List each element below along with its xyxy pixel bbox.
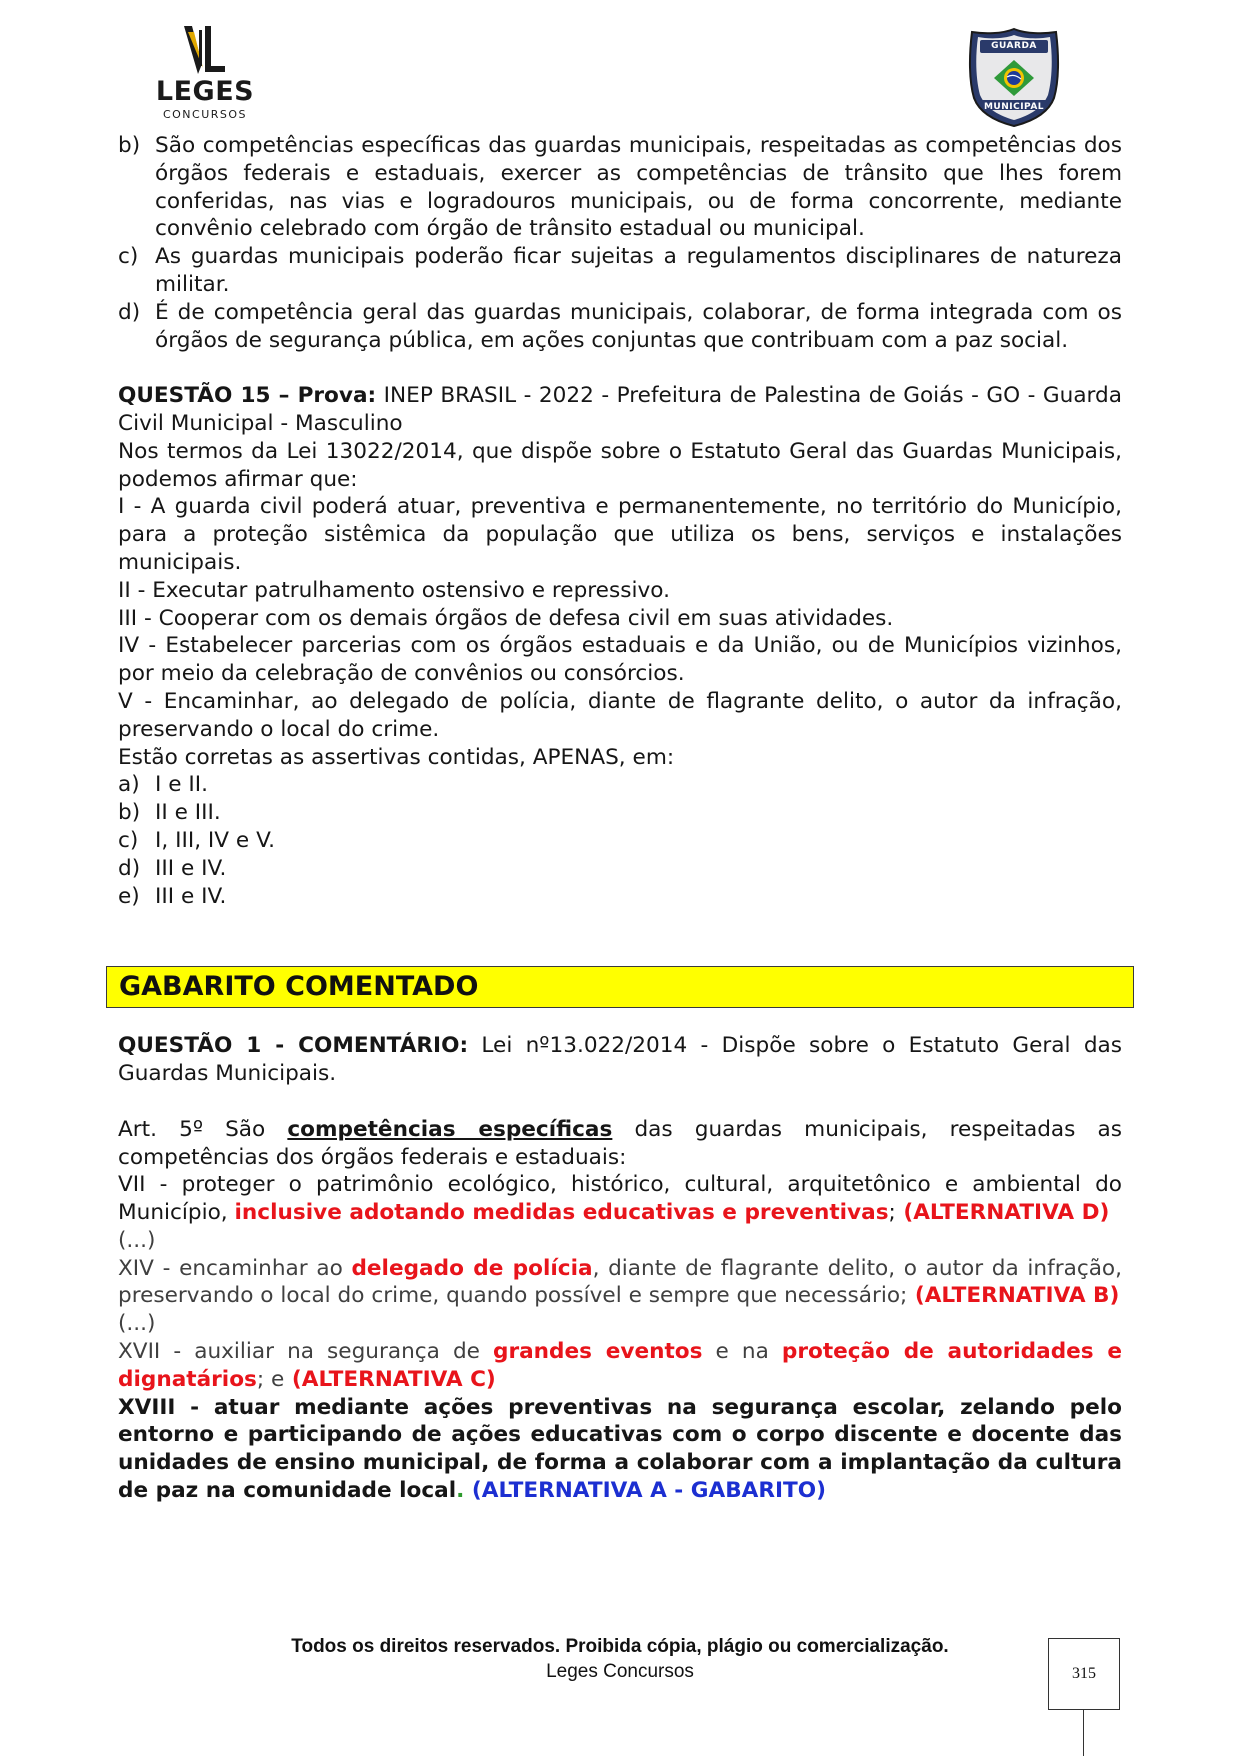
assertion-item: II - Executar patrulhamento ostensivo e repressivo. [118, 577, 670, 603]
page-number-box [1048, 1638, 1120, 1710]
document-content [118, 132, 1122, 1505]
inciso-vii-alternative: (ALTERNATIVA D) [895, 1200, 1110, 1226]
inciso-xiv-alternative: (ALTERNATIVA B) [907, 1283, 1120, 1309]
option-label: b) [118, 133, 141, 158]
option-label: b) [118, 800, 141, 826]
question-15-title [118, 382, 1122, 438]
article-underlined: competências específicas [287, 1116, 613, 1142]
inciso-xvii-a: XVII - auxiliar na segurança de [118, 1339, 493, 1365]
ellipsis: (...) [118, 1311, 156, 1337]
inciso-xvii-alternative: (ALTERNATIVA C) [284, 1366, 496, 1392]
inciso-xiv-highlight: delegado de polícia [351, 1255, 593, 1281]
inciso-xvii-highlight-1: grandes eventos [493, 1339, 703, 1365]
inciso-xviii-dot: . [456, 1478, 465, 1504]
assertion-item: I - A guarda civil poderá atuar, preventiva e permanentemente, no território do Município, para a proteção sistêmica da população que utiliza os bens, serviços e instalações municipais. [118, 494, 1122, 575]
inciso-vii [118, 1171, 1122, 1227]
page-number-line [1083, 1709, 1084, 1756]
inciso-vii-sep: ; [888, 1200, 896, 1226]
article-5 [118, 1116, 1122, 1172]
article-prefix: Art. 5º São [118, 1116, 288, 1142]
option-text: III e IV. [155, 855, 227, 881]
question-1-comment-bold: QUESTÃO 1 - COMENTÁRIO: [118, 1033, 469, 1059]
question-1-comment [118, 1032, 1122, 1505]
option-label: c) [118, 244, 139, 270]
answer-option-d [118, 855, 1122, 883]
leges-logo-name: LEGES [155, 76, 255, 107]
inciso-vii-highlight: inclusive adotando medidas educativas e preventivas [234, 1200, 889, 1226]
inciso-xvii-c: ; e [256, 1366, 285, 1392]
inciso-xvii [118, 1338, 1122, 1394]
badge-top-text: GUARDA [991, 41, 1037, 51]
inciso-xviii-text: XVIII - atuar mediante ações preventivas na segurança escolar, zelando pelo entorno e participando de ações educativas com o corpo discente e docente das unidades de ensino municipal, de forma a colaborar com a implantação da cultura de paz na comunidade local [118, 1394, 1122, 1504]
leges-logo [150, 22, 260, 122]
question-15-title-rest: INEP BRASIL - 2022 - Prefeitura de Palestina de Goiás - GO - Guarda Civil Municipal - Masculino [118, 383, 1122, 436]
question-1-comment-rest: Lei nº13.022/2014 - Dispõe sobre o Estatuto Geral das Guardas Municipais. [118, 1033, 1123, 1087]
option-text: As guardas municipais poderão ficar sujeitas a regulamentos disciplinares de natureza militar. [155, 244, 1122, 297]
option-text: É de competência geral das guardas municipais, colaborar, de forma integrada com os órgãos de segurança pública, em ações conjuntas que contribuam com a paz social. [155, 299, 1122, 353]
question-15-prompt: Estão corretas as assertivas contidas, APENAS, em: [118, 744, 675, 770]
badge-bottom-text: MUNICIPAL [983, 102, 1045, 112]
footer-rights: Todos os direitos reservados. Proibida cópia, plágio ou comercialização. [291, 1636, 949, 1657]
option-text: II e III. [155, 800, 221, 826]
question-15-title-bold: QUESTÃO 15 – Prova: [118, 383, 377, 409]
option-text: I e II. [155, 772, 208, 798]
inciso-vii-text: VII - proteger o patrimônio ecológico, histórico, cultural, arquitetônico e ambiental do Município, [118, 1172, 1122, 1226]
inciso-xiv [118, 1255, 1122, 1311]
option-label: e) [118, 883, 140, 909]
page-number: 315 [1072, 1665, 1096, 1682]
assertion-item: III - Cooperar com os demais órgãos de defesa civil em suas atividades. [118, 605, 894, 631]
option-text: São competências específicas das guardas municipais, respeitadas as competências dos órgãos federais e estaduais, exercer as competências de trânsito que lhes forem conferidas, nas vias e logradouros municipais, ou de forma concorrente, mediante convênio celebrado com órgão de trânsito estadual ou municipal. [155, 133, 1122, 242]
option-b [118, 132, 1122, 243]
ellipsis: (...) [118, 1227, 156, 1253]
option-label: d) [118, 299, 141, 325]
answer-option-a [118, 771, 1122, 799]
footer-brand: Leges Concursos [546, 1661, 694, 1682]
inciso-xviii [118, 1394, 1122, 1505]
question-15-intro: Nos termos da Lei 13022/2014, que dispõe sobre o Estatuto Geral das Guardas Municipais, podemos afirmar que: [118, 438, 1122, 492]
assertion-item: IV - Estabelecer parcerias com os órgãos estaduais e da União, ou de Municípios vizinhos, por meio da celebração de convênios ou consórcios. [118, 633, 1122, 687]
leges-logo-sub: CONCURSOS [162, 108, 248, 121]
question-1-comment-title [118, 1032, 1122, 1088]
answer-option-e [118, 883, 1122, 911]
gabarito-heading: GABARITO COMENTADO [119, 971, 479, 1003]
option-d [118, 299, 1122, 355]
gabarito-heading-box [106, 966, 1134, 1008]
option-label: a) [118, 772, 140, 798]
inciso-xvii-b: e na [702, 1339, 782, 1365]
option-text: III e IV. [155, 883, 227, 909]
inciso-xvii-highlight-2: proteção de autoridades e dignatários [118, 1339, 1123, 1392]
option-label: d) [118, 855, 141, 881]
inciso-xviii-alternative: (ALTERNATIVA A - GABARITO) [464, 1478, 827, 1504]
leges-mark-icon [178, 22, 228, 78]
option-label: c) [118, 827, 139, 853]
option-c [118, 243, 1122, 299]
article-rest: das guardas municipais, respeitadas as competências dos órgãos federais e estaduais: [118, 1116, 1122, 1170]
previous-question-options [118, 132, 1122, 354]
question-15 [118, 382, 1122, 910]
inciso-xiv-b: , diante de flagrante delito, o autor da infração, preservando o local do crime, quando possível e sempre que necessário; [118, 1255, 1122, 1309]
answer-option-b [118, 799, 1122, 827]
answer-option-c [118, 827, 1122, 855]
assertion-item: V - Encaminhar, ao delegado de polícia, diante de flagrante delito, o autor da infração, preservando o local do crime. [118, 688, 1122, 742]
option-text: I, III, IV e V. [155, 827, 275, 853]
inciso-xiv-a: XIV - encaminhar ao [118, 1255, 352, 1281]
